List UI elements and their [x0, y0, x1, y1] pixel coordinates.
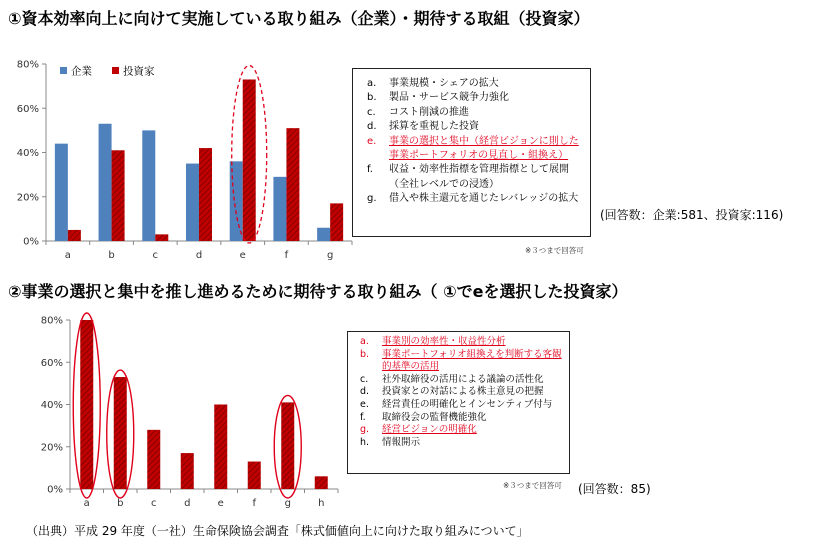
- y-tick-label: 20%: [16, 192, 39, 204]
- key-item-f: [360, 412, 563, 425]
- key-letter: f.: [360, 411, 366, 423]
- y-tick-label: 60%: [16, 103, 39, 115]
- y-tick-label: 80%: [40, 315, 63, 327]
- key-text: 情報開示: [382, 436, 421, 448]
- y-tick-label: 20%: [40, 442, 63, 454]
- bar-f: [248, 462, 261, 489]
- bar-f-investor: [286, 128, 299, 241]
- bar-g: [281, 402, 294, 489]
- key-text: 社外取締役の活用による議論の活性化: [382, 373, 544, 385]
- key-text: 投資家との対話による株主意見の把握: [382, 386, 544, 398]
- key-item-f: [367, 163, 584, 192]
- x-tick-label: g: [326, 250, 334, 261]
- key-item-e: [360, 399, 563, 412]
- legend-swatch-company: [60, 67, 67, 74]
- chart2-title: ②事業の選択と集中を推し進めるために期待する取り組み（ ①でeを選択した投資家）: [8, 282, 628, 301]
- chart2-plot: [0, 308, 350, 518]
- key-text: 事業規模・シェアの拡大: [389, 78, 499, 89]
- x-tick-label: g: [284, 498, 291, 509]
- x-tick-label: a: [83, 498, 90, 509]
- bar-e-investor: [243, 79, 256, 241]
- key-item-a: [360, 336, 563, 349]
- source-citation: （出典）平成 29 年度（一社）生命保険協会調査「株式価値向上に向けた取り組みについて」: [26, 524, 529, 538]
- key-text: 事業の選択と集中（経営ビジョンに則した事業ポートフォリオの見直し・組換え）: [389, 135, 579, 162]
- y-tick-label: 40%: [40, 400, 63, 411]
- bar-a-investor: [68, 230, 81, 241]
- key-letter: d.: [360, 386, 370, 398]
- x-tick-label: f: [252, 498, 257, 509]
- key-letter: c.: [360, 373, 369, 385]
- legend-swatch-investor: [112, 67, 119, 74]
- key-text: 収益・効率性指標を管理指標として展開（全社レベルでの浸透）: [389, 164, 569, 190]
- y-tick-label: 0%: [23, 236, 39, 248]
- key-letter: a.: [367, 78, 377, 89]
- key-item-h: [360, 437, 563, 450]
- x-tick-label: c: [152, 250, 159, 261]
- key-text: コスト削減の推進: [389, 106, 469, 118]
- key-text: 事業別の効率性・収益性分析: [382, 336, 506, 347]
- key-letter: g.: [360, 424, 370, 436]
- bar-d: [181, 453, 194, 489]
- bar-g-company: [317, 228, 330, 241]
- key-item-c: [360, 374, 563, 387]
- x-tick-label: b: [117, 498, 124, 509]
- key-letter: b.: [360, 348, 370, 360]
- key-text: 取締役会の監督機能強化: [382, 411, 487, 423]
- x-tick-label: h: [318, 498, 325, 509]
- key-item-g: [360, 424, 563, 437]
- key-letter: f.: [367, 164, 373, 176]
- key-letter: c.: [367, 106, 376, 118]
- bar-b-investor: [112, 150, 125, 241]
- x-tick-label: c: [151, 498, 157, 509]
- bar-d-company: [186, 164, 199, 241]
- y-tick-label: 80%: [16, 59, 39, 71]
- chart1-plot: [0, 52, 350, 262]
- key-letter: a.: [360, 336, 369, 347]
- key-text: 採算を重視した投資: [389, 121, 479, 133]
- key-text: 経営責任の明確化とインセンティブ付与: [382, 398, 553, 410]
- bar-c-investor: [155, 234, 168, 241]
- x-tick-label: f: [284, 250, 289, 261]
- key-item-c: [367, 106, 584, 120]
- bar-e-company: [230, 161, 243, 241]
- key-letter: g.: [367, 193, 377, 205]
- key-letter: d.: [367, 121, 377, 133]
- bar-b: [114, 377, 127, 489]
- x-tick-label: b: [108, 250, 115, 261]
- bar-c-company: [142, 130, 155, 241]
- key-letter: b.: [367, 92, 377, 104]
- x-tick-label: d: [184, 498, 191, 509]
- x-tick-label: e: [217, 498, 224, 509]
- key-letter: e.: [367, 135, 377, 147]
- y-tick-label: 60%: [40, 357, 63, 369]
- chart1-response-count: (回答数：企業:581、投資家:116): [600, 208, 784, 222]
- chart1-note: ※３つまで回答可: [525, 246, 584, 255]
- key-text: 製品・サービス競争力強化: [389, 92, 509, 104]
- key-item-a: [367, 77, 584, 91]
- key-item-b: [360, 349, 563, 374]
- key-item-e: [367, 135, 584, 164]
- bar-a: [80, 320, 93, 489]
- chart2-note: ※３つまで回答可: [503, 481, 562, 490]
- y-tick-label: 0%: [47, 484, 63, 496]
- key-item-d: [360, 386, 563, 399]
- chart2-response-count: (回答数：85): [578, 482, 651, 496]
- bar-g-investor: [330, 203, 343, 241]
- x-tick-label: a: [64, 250, 71, 261]
- bar-f-company: [273, 177, 286, 241]
- key-text: 経営ビジョンの明確化: [382, 424, 477, 436]
- chart1-key-box: [352, 68, 591, 237]
- bar-a-company: [55, 144, 68, 241]
- key-item-g: [367, 192, 584, 206]
- key-item-d: [367, 120, 584, 134]
- bar-d-investor: [199, 148, 212, 241]
- bar-b-company: [99, 124, 112, 241]
- key-letter: e.: [360, 398, 369, 410]
- legend-label-company: 企業: [71, 65, 92, 78]
- x-tick-label: e: [239, 250, 246, 261]
- legend-label-investor: 投資家: [123, 65, 155, 78]
- bar-h: [315, 476, 328, 489]
- key-letter: h.: [360, 436, 370, 448]
- x-tick-label: d: [195, 250, 203, 261]
- key-text: 借入や株主還元を通じたレバレッジの拡大: [389, 193, 579, 205]
- chart1-title: ①資本効率向上に向けて実施している取り組み（企業）・期待する取組（投資家）: [8, 9, 590, 28]
- key-item-b: [367, 91, 584, 105]
- bar-c: [147, 430, 160, 489]
- key-text: 事業ポートフォリオ組換えを判断する客観的基準の活用: [382, 348, 562, 373]
- y-tick-label: 40%: [16, 148, 39, 159]
- bar-e: [214, 405, 227, 490]
- chart2-key-box: [347, 331, 570, 474]
